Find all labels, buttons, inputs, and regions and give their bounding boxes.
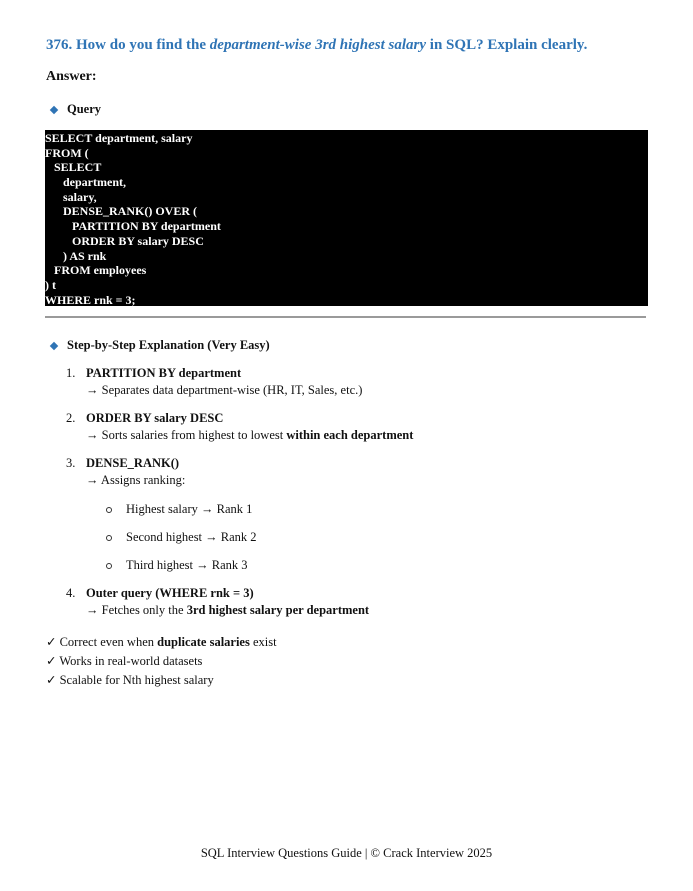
circle-bullet-icon	[106, 535, 112, 541]
rank-item: Second highest → Rank 2	[106, 530, 257, 545]
step-title: PARTITION BY department	[86, 366, 242, 380]
code-line: ) AS rnk	[45, 248, 107, 263]
step-description: → Separates data department-wise (HR, IT, Sales, etc.)	[86, 383, 363, 397]
step-title: DENSE_RANK()	[86, 456, 180, 470]
step-description: → Sorts salaries from highest to lowest within each department	[86, 428, 414, 442]
page-footer: SQL Interview Questions Guide | © Crack Interview 2025	[200, 846, 493, 860]
heading-emphasis: department-wise 3rd highest salary	[209, 37, 427, 53]
code-line: salary,	[45, 189, 97, 204]
circle-bullet-icon	[106, 507, 112, 513]
step-number: 1.	[66, 366, 76, 380]
step-number: 4.	[66, 586, 76, 600]
code-line: FROM employees	[45, 263, 147, 278]
heading-prefix: 376. How do you find the	[46, 37, 210, 53]
code-line: department,	[45, 175, 126, 190]
heading-suffix: in SQL? Explain clearly.	[426, 37, 588, 53]
code-line: SELECT department, salary	[45, 131, 193, 145]
rank-item: Highest salary → Rank 1	[106, 502, 252, 517]
check-item: ✓ Works in real-world datasets	[46, 654, 203, 668]
rank-item: Third highest → Rank 3	[106, 558, 248, 573]
step-description: → Assigns ranking:	[86, 473, 186, 487]
question-heading	[46, 37, 587, 54]
step-title: Outer query (WHERE rnk = 3)	[86, 586, 254, 600]
query-label: Query	[67, 102, 102, 116]
query-bullet	[51, 102, 101, 117]
check-item: ✓ Scalable for Nth highest salary	[46, 673, 214, 687]
diamond-bullet-icon	[50, 105, 58, 113]
step-number: 3.	[66, 456, 76, 470]
explanation-label: Step-by-Step Explanation (Very Easy)	[67, 338, 270, 352]
code-line: DENSE_RANK() OVER (	[45, 204, 198, 219]
step-title: ORDER BY salary DESC	[86, 411, 224, 425]
code-line: ) t	[45, 277, 56, 292]
code-line: WHERE rnk = 3;	[45, 292, 136, 307]
circle-bullet-icon	[106, 563, 112, 569]
code-block	[45, 130, 648, 306]
step-number: 2.	[66, 411, 76, 425]
explanation-bullet	[51, 338, 270, 353]
code-line: FROM (	[45, 145, 89, 160]
answer-label: Answer:	[46, 69, 97, 84]
step-description: → Fetches only the 3rd highest salary per department	[86, 603, 370, 617]
check-item: ✓ Correct even when duplicate salaries exist	[46, 635, 277, 649]
code-line: PARTITION BY department	[45, 219, 221, 234]
code-line: SELECT	[45, 160, 102, 175]
diamond-bullet-icon	[50, 341, 58, 349]
section-divider	[45, 316, 646, 318]
code-line: ORDER BY salary DESC	[45, 233, 204, 248]
